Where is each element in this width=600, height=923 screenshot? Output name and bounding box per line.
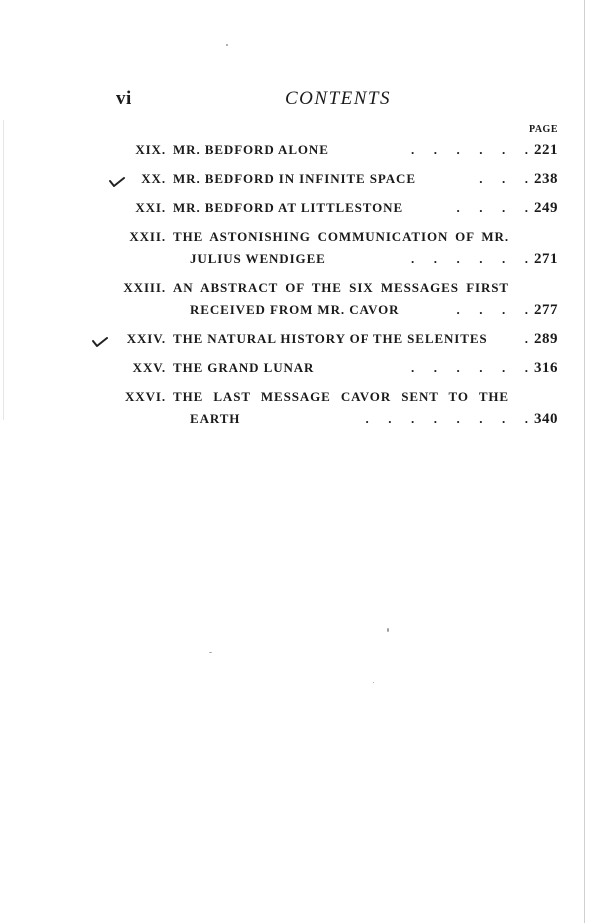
chapter-title: THE ASTONISHING COMMUNICATION OF MR. xyxy=(173,229,509,244)
toc-line xyxy=(0,139,600,161)
folio-number: vi xyxy=(116,88,132,109)
chapter-number: XXVI. xyxy=(125,389,166,404)
chapter-number: XXIII. xyxy=(123,280,166,295)
page-number: 289 xyxy=(534,331,558,347)
toc-line xyxy=(0,168,600,190)
toc-entry xyxy=(0,197,600,219)
dot-leaders: . . . . xyxy=(456,302,528,317)
page-number: 249 xyxy=(534,200,558,216)
chapter-title: AN ABSTRACT OF THE SIX MESSAGES FIRST xyxy=(173,280,509,295)
dot-leaders: . . . . . . xyxy=(411,251,528,266)
chapter-number: XXIV. xyxy=(126,331,166,346)
page-number: 316 xyxy=(534,360,558,376)
chapter-title: MR. BEDFORD IN INFINITE SPACE xyxy=(173,171,416,186)
toc-entry xyxy=(0,386,600,430)
pencil-check-mark-icon xyxy=(109,173,125,195)
toc-line xyxy=(0,277,600,299)
chapter-number: XX. xyxy=(141,171,166,186)
dot-leaders: . . . . . . xyxy=(411,360,528,375)
chapter-title: THE NATURAL HISTORY OF THE SELENITES xyxy=(173,331,488,346)
chapter-number: XXI. xyxy=(135,200,166,215)
toc-line xyxy=(0,226,600,248)
toc-line xyxy=(0,357,600,379)
page-number: 277 xyxy=(534,302,558,318)
page-number: 340 xyxy=(534,411,558,427)
dot-leaders: . xyxy=(524,331,528,346)
chapter-title: MR. BEDFORD ALONE xyxy=(173,142,329,157)
toc-entry xyxy=(0,168,600,190)
dot-leaders: . . . . . . . . xyxy=(365,411,528,426)
dot-leaders: . . . xyxy=(479,171,528,186)
toc-entry xyxy=(0,357,600,379)
chapter-title: EARTH xyxy=(190,411,241,426)
page-number: 221 xyxy=(534,142,558,158)
chapter-title: MR. BEDFORD AT LITTLESTONE xyxy=(173,200,404,215)
toc-line xyxy=(0,386,600,408)
chapter-title: THE LAST MESSAGE CAVOR SENT TO THE xyxy=(173,389,509,404)
running-head: CONTENTS xyxy=(285,88,391,109)
chapter-title: JULIUS WENDIGEE xyxy=(190,251,326,266)
toc-line xyxy=(0,408,600,430)
toc-line xyxy=(0,248,600,270)
toc-line xyxy=(0,197,600,219)
pencil-check-mark-icon xyxy=(92,333,108,355)
toc-line xyxy=(0,299,600,321)
page-number: 271 xyxy=(534,251,558,267)
chapter-title: RECEIVED FROM MR. CAVOR xyxy=(190,302,400,317)
chapter-number: XXII. xyxy=(129,229,166,244)
toc-entry xyxy=(0,139,600,161)
dot-leaders: . . . . . . xyxy=(411,142,528,157)
dot-leaders: . . . . xyxy=(456,200,528,215)
chapter-title: THE GRAND LUNAR xyxy=(173,360,315,375)
toc-entry xyxy=(0,226,600,270)
page-number: 238 xyxy=(534,171,558,187)
toc-entry xyxy=(0,328,600,350)
chapter-number: XXV. xyxy=(132,360,166,375)
chapter-number: XIX. xyxy=(135,142,166,157)
toc-entry xyxy=(0,277,600,321)
contents-list xyxy=(0,139,600,437)
page-column-label: PAGE xyxy=(528,124,558,135)
toc-line xyxy=(0,328,600,350)
